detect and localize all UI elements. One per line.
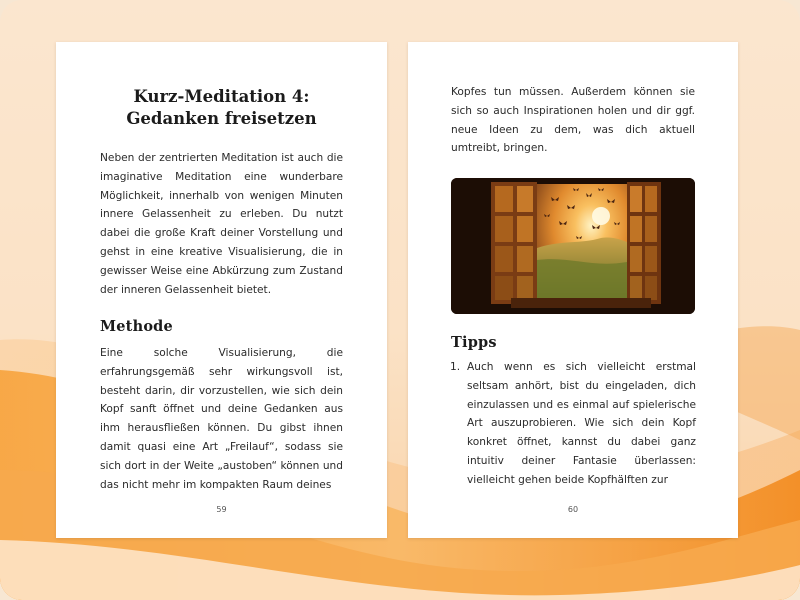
page-number: 60 — [567, 505, 579, 514]
open-window-butterflies-illustration — [451, 178, 695, 314]
continuation-paragraph: Kopfes tun müssen. Außerdem können sie sich so auch Inspirationen holen und dir ggf. neue Ideen zu dem, was dich aktuell umtreibt, bringen. — [451, 86, 695, 155]
section-heading-tipps: Tipps — [451, 334, 497, 351]
list-item-text: Auch wenn es sich vielleicht erstmal seltsam anhört, bist du eingeladen, dich einzulassen und es einmal auf spielerische Art auszuprobieren. Wie sich dein Kopf konkret öffnet, kannst du dabei ganz intuitiv deiner Fantasie überlassen: vielleicht gehen beide Kopfhälften zur — [467, 361, 696, 486]
open-window-image — [451, 178, 695, 314]
page-59 — [56, 42, 387, 538]
page-number: 59 — [216, 505, 227, 514]
list-item — [450, 358, 696, 490]
section-heading-methode: Methode — [100, 318, 173, 335]
list-item-number: 1. — [450, 361, 461, 373]
page-title: Kurz-Meditation 4: Gedanken freisetzen — [126, 87, 317, 128]
page-60 — [408, 42, 738, 538]
method-paragraph: Eine solche Visualisierung, die erfahrungsgemäß sehr wirkungsvoll ist, besteht darin, dir vorzustellen, wie sich dein Kopf sanft öffnet und deine Gedanken aus ihm herausfließen können. Du gibst ihnen damit quasi eine Art „Freilauf“, sodass sie sich dort in der Weite „austoben“ können und das nicht mehr im kompakten Raum deines — [100, 347, 343, 491]
intro-paragraph: Neben der zentrierten Meditation ist auch die imaginative Meditation eine wunderbare Möglichkeit, innerhalb von wenigen Minuten innere Gelassenheit zu erleben. Du nutzt dabei die große Kraft deiner Vorstellung und gehst in eine kreative Visualisierung, die in gewisser Weise eine Abkürzung zum Zustand der inneren Gelassenheit bietet. — [100, 152, 343, 296]
tips-list — [450, 358, 696, 490]
